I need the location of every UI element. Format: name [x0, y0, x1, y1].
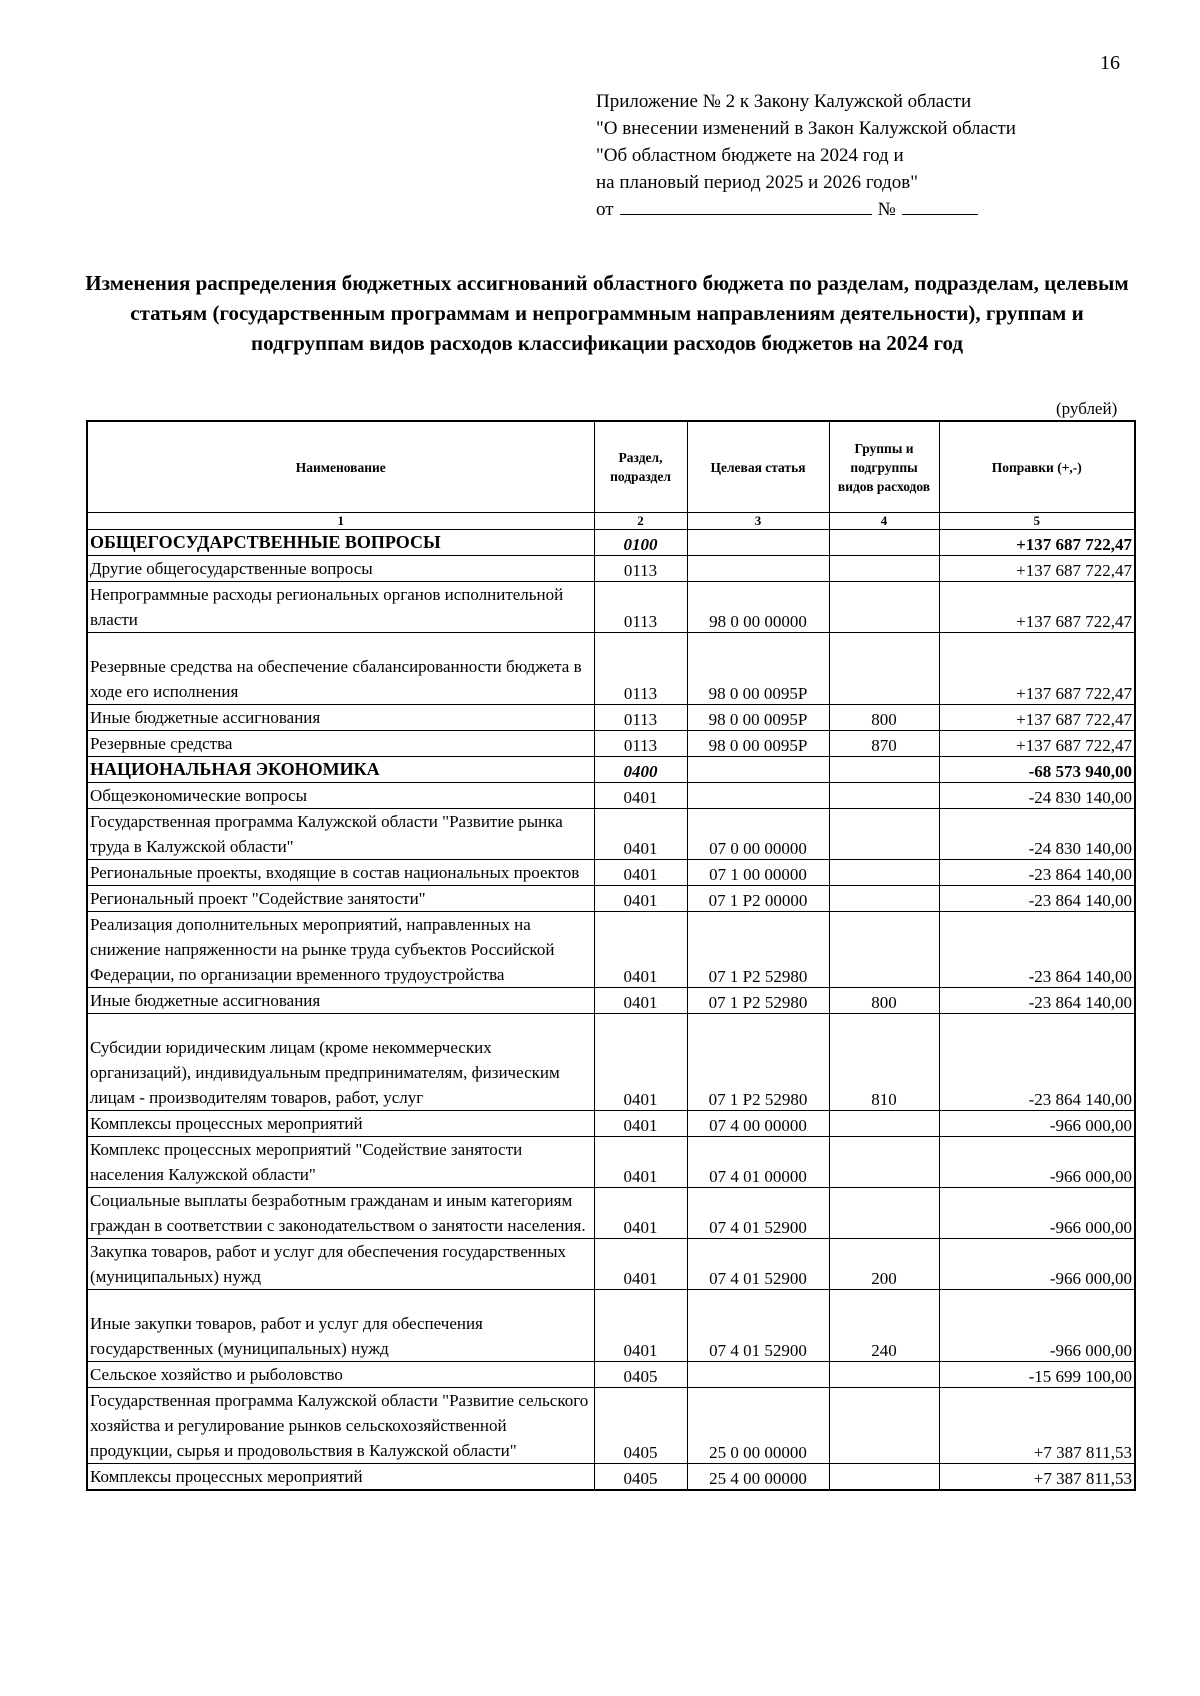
table-row: [87, 1388, 1135, 1464]
row-expense-group: [829, 1111, 939, 1137]
row-target-article: 07 1 Р2 52980: [687, 912, 829, 988]
row-expense-group: 800: [829, 988, 939, 1014]
row-target-article: 98 0 00 0095Р: [687, 633, 829, 705]
row-amount: -966 000,00: [939, 1239, 1135, 1290]
row-amount: +137 687 722,47: [939, 705, 1135, 731]
row-expense-group: 810: [829, 1014, 939, 1111]
table-row: [87, 912, 1135, 988]
row-section-code: 0401: [594, 988, 687, 1014]
row-name: Региональный проект "Содействие занятости": [87, 886, 594, 912]
row-amount: +7 387 811,53: [939, 1388, 1135, 1464]
row-section-code: 0400: [594, 757, 687, 783]
row-name: Резервные средства: [87, 731, 594, 757]
row-expense-group: [829, 783, 939, 809]
table-row: [87, 1362, 1135, 1388]
row-target-article: 98 0 00 0095Р: [687, 705, 829, 731]
row-section-code: 0113: [594, 582, 687, 633]
row-amount: +137 687 722,47: [939, 530, 1135, 556]
row-amount: -23 864 140,00: [939, 860, 1135, 886]
row-target-article: 25 4 00 00000: [687, 1464, 829, 1491]
row-section-code: 0401: [594, 860, 687, 886]
units-label: (рублей): [1056, 399, 1118, 418]
row-target-article: 07 1 00 00000: [687, 860, 829, 886]
row-expense-group: [829, 809, 939, 860]
appendix-header: [596, 88, 1016, 223]
row-section-code: 0405: [594, 1464, 687, 1491]
row-section-code: 0401: [594, 1239, 687, 1290]
row-amount: -966 000,00: [939, 1188, 1135, 1239]
row-amount: +137 687 722,47: [939, 556, 1135, 582]
row-name: Комплексы процессных мероприятий: [87, 1464, 594, 1491]
table-row: [87, 783, 1135, 809]
row-section-code: 0113: [594, 731, 687, 757]
column-number: 1: [87, 513, 594, 530]
row-expense-group: 800: [829, 705, 939, 731]
row-section-code: 0401: [594, 783, 687, 809]
row-amount: -23 864 140,00: [939, 886, 1135, 912]
row-name: Иные закупки товаров, работ и услуг для обеспечения государственных (муниципальных) нужд: [87, 1290, 594, 1362]
row-amount: +137 687 722,47: [939, 633, 1135, 705]
row-target-article: 25 0 00 00000: [687, 1388, 829, 1464]
appendix-line-4: на плановый период 2025 и 2026 годов": [596, 172, 918, 193]
row-section-code: 0113: [594, 705, 687, 731]
row-name: Сельское хозяйство и рыболовство: [87, 1362, 594, 1388]
row-expense-group: [829, 912, 939, 988]
table-row: [87, 1464, 1135, 1491]
column-number: 2: [594, 513, 687, 530]
row-section-code: 0401: [594, 1111, 687, 1137]
row-name: Иные бюджетные ассигнования: [87, 988, 594, 1014]
table-row: [87, 582, 1135, 633]
column-number: 4: [829, 513, 939, 530]
appendix-line-1: Приложение № 2 к Закону Калужской области: [596, 91, 972, 112]
row-expense-group: [829, 633, 939, 705]
row-name: Субсидии юридическим лицам (кроме некоммерческих организаций), индивидуальным предпринимателям, физическим лицам - производителям товаров, работ, услуг: [87, 1014, 594, 1111]
row-target-article: [687, 530, 829, 556]
row-target-article: 07 1 Р2 52980: [687, 1014, 829, 1111]
row-amount: -966 000,00: [939, 1290, 1135, 1362]
row-name: Региональные проекты, входящие в состав национальных проектов: [87, 860, 594, 886]
row-name: Закупка товаров, работ и услуг для обеспечения государственных (муниципальных) нужд: [87, 1239, 594, 1290]
row-name: Социальные выплаты безработным гражданам и иным категориям граждан в соответствии с законодательством о занятости населения.: [87, 1188, 594, 1239]
header-target: Целевая статья: [687, 421, 829, 513]
row-amount: +137 687 722,47: [939, 582, 1135, 633]
appendix-line-2: "О внесении изменений в Закон Калужской области: [596, 118, 1016, 139]
row-expense-group: [829, 886, 939, 912]
table-row: [87, 1137, 1135, 1188]
row-section-code: 0100: [594, 530, 687, 556]
row-section-code: 0113: [594, 556, 687, 582]
column-number: 5: [939, 513, 1135, 530]
row-target-article: [687, 556, 829, 582]
document-title: Изменения распределения бюджетных ассигнований областного бюджета по разделам, подразделам, целевым статьям (государственным программам и непрограммным направлениям деятельности), группам и подгруппам видов расходов классификации расходов бюджетов на 2024 год: [85, 271, 1129, 355]
row-section-code: 0401: [594, 1137, 687, 1188]
header-section: Раздел, подраздел: [594, 421, 687, 513]
row-name: ОБЩЕГОСУДАРСТВЕННЫЕ ВОПРОСЫ: [87, 530, 594, 556]
table-body: [87, 530, 1135, 1491]
table-row: [87, 731, 1135, 757]
row-amount: +137 687 722,47: [939, 731, 1135, 757]
row-name: НАЦИОНАЛЬНАЯ ЭКОНОМИКА: [87, 757, 594, 783]
row-expense-group: 200: [829, 1239, 939, 1290]
row-amount: -24 830 140,00: [939, 809, 1135, 860]
row-target-article: [687, 783, 829, 809]
row-name: Иные бюджетные ассигнования: [87, 705, 594, 731]
row-name: Резервные средства на обеспечение сбалансированности бюджета в ходе его исполнения: [87, 633, 594, 705]
header-name: Наименование: [87, 421, 594, 513]
row-target-article: 98 0 00 00000: [687, 582, 829, 633]
row-expense-group: [829, 1464, 939, 1491]
table-row: [87, 1239, 1135, 1290]
row-name: Комплексы процессных мероприятий: [87, 1111, 594, 1137]
date-blank: [620, 196, 872, 215]
table-row: [87, 1111, 1135, 1137]
number-label: №: [877, 199, 896, 220]
row-amount: -23 864 140,00: [939, 912, 1135, 988]
row-expense-group: [829, 757, 939, 783]
table-row: [87, 860, 1135, 886]
row-expense-group: [829, 1137, 939, 1188]
row-expense-group: 870: [829, 731, 939, 757]
from-label: от: [596, 199, 614, 220]
table-row: [87, 757, 1135, 783]
row-name: Реализация дополнительных мероприятий, направленных на снижение напряженности на рынке труда субъектов Российской Федерации, по организации временного трудоустройства: [87, 912, 594, 988]
row-target-article: 07 4 01 52900: [687, 1290, 829, 1362]
number-blank: [902, 196, 978, 215]
table-row: [87, 988, 1135, 1014]
header-amount: Поправки (+,-): [939, 421, 1135, 513]
row-expense-group: 240: [829, 1290, 939, 1362]
header-group: Группы и подгруппы видов расходов: [829, 421, 939, 513]
row-target-article: [687, 1362, 829, 1388]
table-row: [87, 1014, 1135, 1111]
row-target-article: 98 0 00 0095Р: [687, 731, 829, 757]
row-section-code: 0401: [594, 1290, 687, 1362]
row-name: Государственная программа Калужской области "Развитие рынка труда в Калужской области": [87, 809, 594, 860]
row-amount: -966 000,00: [939, 1111, 1135, 1137]
row-section-code: 0401: [594, 1188, 687, 1239]
row-section-code: 0405: [594, 1388, 687, 1464]
row-section-code: 0401: [594, 1014, 687, 1111]
table-row: [87, 633, 1135, 705]
row-expense-group: [829, 1188, 939, 1239]
row-section-code: 0401: [594, 809, 687, 860]
row-name: Общеэкономические вопросы: [87, 783, 594, 809]
row-target-article: [687, 757, 829, 783]
budget-table: [86, 420, 1136, 1491]
row-section-code: 0405: [594, 1362, 687, 1388]
table-row: [87, 705, 1135, 731]
row-section-code: 0401: [594, 912, 687, 988]
table-row: [87, 809, 1135, 860]
table-row: [87, 1290, 1135, 1362]
row-target-article: 07 4 01 00000: [687, 1137, 829, 1188]
appendix-date-number-line: [596, 196, 1016, 223]
row-name: Государственная программа Калужской области "Развитие сельского хозяйства и регулирование рынков сельскохозяйственной продукции, сырья и продовольствия в Калужской области": [87, 1388, 594, 1464]
row-amount: -966 000,00: [939, 1137, 1135, 1188]
row-amount: +7 387 811,53: [939, 1464, 1135, 1491]
row-target-article: 07 4 01 52900: [687, 1188, 829, 1239]
row-section-code: 0401: [594, 886, 687, 912]
row-target-article: 07 1 Р2 52980: [687, 988, 829, 1014]
row-expense-group: [829, 530, 939, 556]
row-expense-group: [829, 1388, 939, 1464]
row-name: Другие общегосударственные вопросы: [87, 556, 594, 582]
row-amount: -15 699 100,00: [939, 1362, 1135, 1388]
row-amount: -68 573 940,00: [939, 757, 1135, 783]
row-section-code: 0113: [594, 633, 687, 705]
appendix-line-3: "Об областном бюджете на 2024 год и: [596, 145, 904, 166]
row-target-article: 07 4 01 52900: [687, 1239, 829, 1290]
row-expense-group: [829, 860, 939, 886]
row-amount: -24 830 140,00: [939, 783, 1135, 809]
row-target-article: 07 4 00 00000: [687, 1111, 829, 1137]
table-row: [87, 556, 1135, 582]
row-name: Комплекс процессных мероприятий "Содействие занятости населения Калужской области": [87, 1137, 594, 1188]
row-amount: -23 864 140,00: [939, 1014, 1135, 1111]
page-number: 16: [1100, 52, 1120, 74]
row-expense-group: [829, 556, 939, 582]
table-row: [87, 1188, 1135, 1239]
table-row: [87, 530, 1135, 556]
row-expense-group: [829, 1362, 939, 1388]
row-name: Непрограммные расходы региональных органов исполнительной власти: [87, 582, 594, 633]
row-target-article: 07 0 00 00000: [687, 809, 829, 860]
row-expense-group: [829, 582, 939, 633]
table-row: [87, 886, 1135, 912]
row-amount: -23 864 140,00: [939, 988, 1135, 1014]
column-number: 3: [687, 513, 829, 530]
row-target-article: 07 1 Р2 00000: [687, 886, 829, 912]
